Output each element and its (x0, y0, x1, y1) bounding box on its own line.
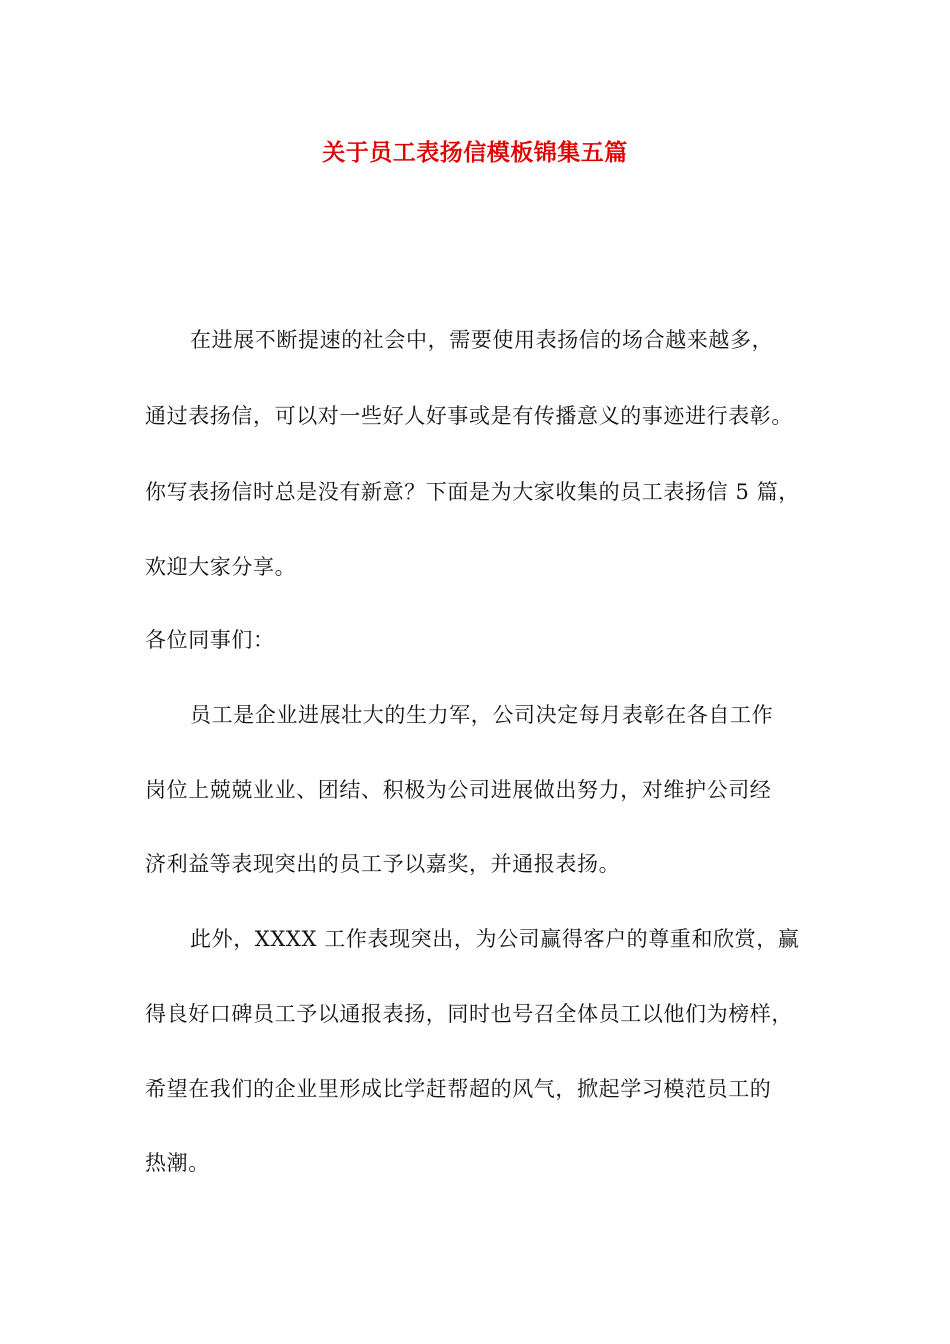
paragraph-line: 希望在我们的企业里形成比学赶帮超的风气，掀起学习模范员工的 (145, 1077, 772, 1101)
paragraph-line: 员工是企业进展壮大的生力军，公司决定每月表彰在各自工作 (190, 703, 774, 727)
paragraph-line: 岗位上兢兢业业、团结、积极为公司进展做出努力，对维护公司经 (145, 778, 772, 802)
paragraph-line: 得良好口碑员工予以通报表扬，同时也号召全体员工以他们为榜样， (145, 1002, 793, 1026)
salutation: 各位同事们： (145, 628, 275, 652)
paragraph-line: 此外，XXXX 工作表现突出，为公司赢得客户的尊重和欣赏，赢 (190, 927, 800, 951)
paragraph-line: 热潮。 (145, 1151, 210, 1175)
paragraph-line: 欢迎大家分享。 (145, 555, 297, 579)
document-title: 关于员工表扬信模板锦集五篇 (322, 139, 628, 166)
paragraph-line: 你写表扬信时总是没有新意？下面是为大家收集的员工表扬信 5 篇， (145, 480, 800, 504)
paragraph-line: 在进展不断提速的社会中，需要使用表扬信的场合越来越多， (190, 328, 774, 352)
paragraph-line: 通过表扬信，可以对一些好人好事或是有传播意义的事迹进行表彰。 (145, 404, 793, 428)
paragraph-line: 济利益等表现突出的员工予以嘉奖，并通报表扬。 (145, 852, 621, 876)
